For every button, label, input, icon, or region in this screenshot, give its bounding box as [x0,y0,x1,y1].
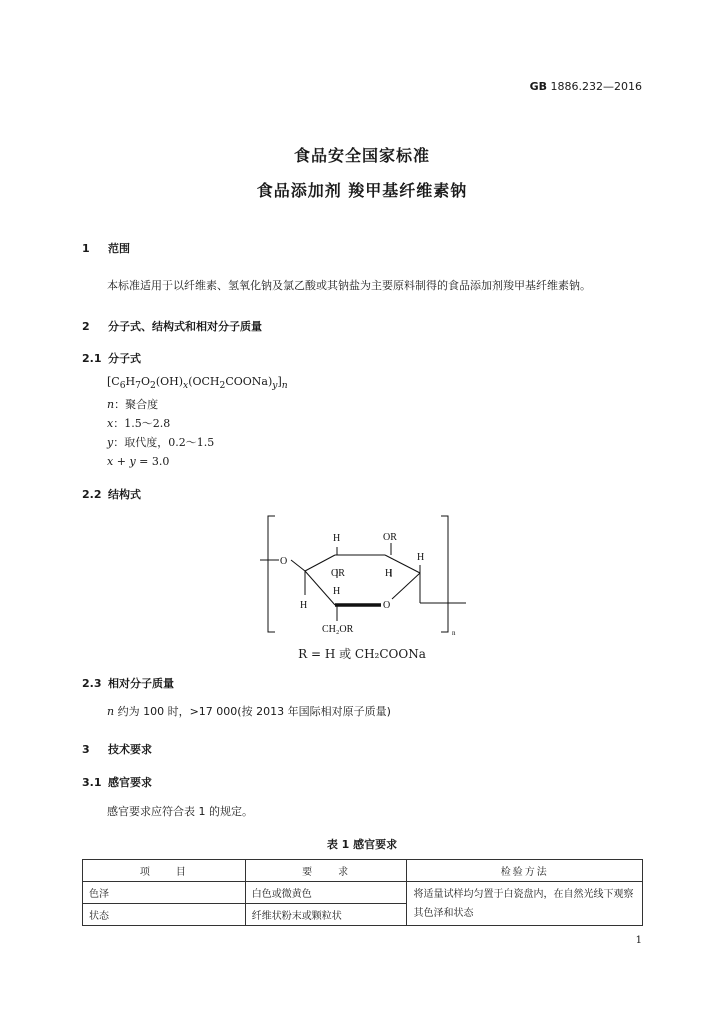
section-number: 2 [82,320,90,333]
r-definition: R = H 或 CH₂COONa [298,647,426,661]
table-row [83,882,643,904]
document-title: 食品添加剂 羧甲基纤维素钠 [256,181,468,200]
column-header: 检验方法 [407,860,643,882]
atom-label: OR [331,568,345,579]
formula-def-n: n：聚合度 [107,398,159,412]
ring-bonds [260,543,466,621]
standard-code-number: 1886.232—2016 [550,80,642,93]
section-number: 3 [82,743,90,756]
table-cell-method: 将适量试样均匀置于白瓷盘内，在自然光线下观察其色泽和状态 [407,882,643,926]
section-3-heading [82,741,152,757]
section-2-1-heading [82,350,141,366]
atom-label: H [385,568,393,579]
section-2-3-heading [82,675,174,691]
atom-label: H [333,586,341,597]
section-number: 2.1 [82,352,102,365]
section-title: 范围 [108,242,130,255]
table-cell: 白色或微黄色 [245,882,407,904]
atom-label: H [300,600,308,611]
section-title: 感官要求 [108,776,152,789]
polymer-index: n [452,629,456,637]
molecular-formula: $[C_6H_7O_2(OH)_x(OCH_2COONa)_y]_n$ [107,375,288,392]
table-cell: 色泽 [83,882,246,904]
atom-label: CH₂OR [322,624,354,635]
table-cell: 纤维状粉末或颗粒状 [245,904,407,926]
atom-label: O [383,600,391,611]
atom-label: H [417,552,425,563]
sensory-requirements-table [82,859,643,926]
section-number: 2.2 [82,488,102,501]
section-1-heading [82,240,130,256]
column-header: 要 求 [245,860,407,882]
section-number: 2.3 [82,677,102,690]
section-title: 结构式 [108,488,141,501]
formula-def-x: x：1.5～2.8 [107,417,171,431]
sensory-paragraph: 感官要求应符合表 1 的规定。 [107,805,253,818]
standard-code [530,80,642,93]
section-title: 相对分子质量 [108,677,174,690]
atom-label: O [280,556,288,567]
atom-label: OR [383,532,397,543]
section-3-1-heading [82,774,152,790]
section-number: 3.1 [82,776,102,789]
section-title: 分子式 [108,352,141,365]
formula-sum: x + y = 3.0 [107,455,170,469]
section-title: 分子式、结构式和相对分子质量 [108,320,262,333]
section-2-2-heading [82,486,141,502]
formula-def-y: y：取代度，0.2～1.5 [107,436,215,450]
column-header: 项 目 [83,860,246,882]
table-caption: 表 1 感官要求 [326,838,398,851]
molecular-formula-block [107,372,288,471]
structural-formula [255,513,475,638]
atom-label: H [333,533,341,544]
section-title: 技术要求 [108,743,152,756]
standard-code-prefix: GB [529,80,548,93]
table-header-row [83,860,643,882]
standard-title: 食品安全国家标准 [293,146,430,165]
molecular-mass-paragraph: n 约为 100 时，>17 000(按 2013 年国际相对原子质量) [107,705,391,718]
page-number: 1 [635,935,642,946]
scope-paragraph: 本标准适用于以纤维素、氢氧化钠及氯乙酸或其钠盐为主要原料制得的食品添加剂羧甲基纤维素钠。 [107,279,591,292]
section-2-heading [82,318,262,334]
table-cell: 状态 [83,904,246,926]
brackets [268,516,448,632]
section-number: 1 [82,242,90,255]
